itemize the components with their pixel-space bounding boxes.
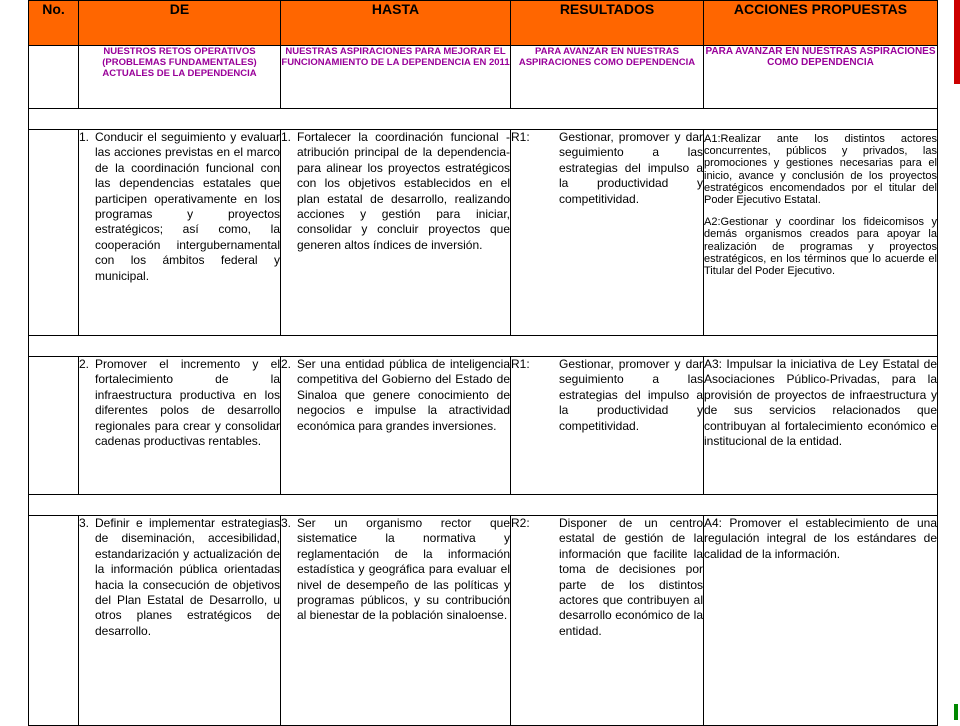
table-row xyxy=(29,357,938,495)
hasta-text: Ser un organismo rector que sistematice la normativa y reglamentación de la información estadística y geográfica para evaluar el nivel de desempeño de las políticas y programas públicos, y su contribución al bienestar de la población sinaloense. xyxy=(297,516,510,623)
row-number-cell xyxy=(29,516,79,726)
action-text: A3: Impulsar la iniciativa de Ley Estatal de Asociaciones Público-Privadas, para la provisión de proyectos de infraestructura y de sus servicios relacionados que contribuyan al fortalecimiento económico e institucional de la entidad. xyxy=(704,357,937,449)
subheader-row xyxy=(29,46,938,109)
separator-row xyxy=(29,495,938,516)
de-cell xyxy=(79,516,281,726)
separator-row xyxy=(29,109,938,130)
red-accent-bar xyxy=(954,0,960,84)
subheader-resultados: PARA AVANZAR EN NUESTRAS ASPIRACIONES COMO DEPENDENCIA xyxy=(511,46,704,109)
header-acciones: ACCIONES PROPUESTAS xyxy=(704,1,938,46)
header-row xyxy=(29,1,938,46)
de-cell xyxy=(79,130,281,336)
row-number-cell xyxy=(29,130,79,336)
subheader-de: NUESTROS RETOS OPERATIVOS (PROBLEMAS FUNDAMENTALES) ACTUALES DE LA DEPENDENCIA xyxy=(79,46,281,109)
acciones-cell xyxy=(704,357,938,495)
result-text: Gestionar, promover y dar seguimiento a las estrategias del impulso a la productividad y competitividad. xyxy=(559,130,703,206)
subheader-no-empty xyxy=(29,46,79,109)
item-number: 2. xyxy=(281,357,292,371)
de-text: Definir e implementar estrategias de diseminación, accesibilidad, estandarización y actualización de la información pública orientadas hacia la consecución de objetivos del Plan Estatal de Desarrollo, u otros planes estratégicos de desarrollo. xyxy=(95,516,280,638)
resultados-cell xyxy=(511,130,704,336)
strategic-plan-table xyxy=(28,0,938,726)
resultados-cell xyxy=(511,516,704,726)
hasta-text: Ser una entidad pública de inteligencia competitiva del Gobierno del Estado de Sinaloa que genere conocimiento de negocios e impulse la atractividad económica para grandes inversiones. xyxy=(297,357,510,433)
hasta-text: Fortalecer la coordinación funcional -atribución principal de la dependencia- para alinear los proyectos estratégicos con los objetivos establecidos en el plan estatal de desarrollo, realizando acciones y gestión para iniciar, consolidar y concluir proyectos que generen altos índices de inversión. xyxy=(297,130,510,252)
result-label: R2: xyxy=(511,516,530,530)
resultados-cell xyxy=(511,357,704,495)
de-text: Promover el incremento y el fortalecimiento de la infraestructura productiva en los diferentes polos de desarrollo regionales para crear y consolidar cadenas productivas rentables. xyxy=(95,357,280,449)
header-de: DE xyxy=(79,1,281,46)
green-accent-bar xyxy=(954,704,958,720)
action-text: A4: Promover el establecimiento de una regulación integral de los estándares de calidad de la información. xyxy=(704,516,937,561)
header-resultados: RESULTADOS xyxy=(511,1,704,46)
header-hasta: HASTA xyxy=(281,1,511,46)
table-row xyxy=(29,516,938,726)
item-number: 1. xyxy=(281,130,292,144)
action-text: A2:Gestionar y coordinar los fideicomisos y demás organismos creados para apoyar la realización de programas y proyectos estratégicos, en los términos que lo acuerde el Titular del Poder Ejecutivo. xyxy=(704,216,937,278)
item-number: 2. xyxy=(79,357,90,371)
result-text: Gestionar, promover y dar seguimiento a las estrategias del impulso a la productividad y competitividad. xyxy=(559,357,703,433)
item-number: 1. xyxy=(79,130,90,144)
item-number: 3. xyxy=(79,516,90,530)
subheader-acciones: PARA AVANZAR EN NUESTRAS ASPIRACIONES COMO DEPENDENCIA xyxy=(704,46,938,109)
subheader-hasta: NUESTRAS ASPIRACIONES PARA MEJORAR EL FUNCIONAMIENTO DE LA DEPENDENCIA EN 2011 xyxy=(281,46,511,109)
table-row xyxy=(29,130,938,336)
de-cell xyxy=(79,357,281,495)
header-no: No. xyxy=(29,1,79,46)
acciones-cell xyxy=(704,130,938,336)
separator-row xyxy=(29,336,938,357)
item-number: 3. xyxy=(281,516,292,530)
result-text: Disponer de un centro estatal de gestión de la información que facilite la toma de decisiones por parte de los distintos actores que contribuyen al desarrollo económico de la entidad. xyxy=(559,516,703,638)
hasta-cell xyxy=(281,516,511,726)
acciones-cell xyxy=(704,516,938,726)
result-label: R1: xyxy=(511,130,530,144)
result-label: R1: xyxy=(511,357,530,371)
hasta-cell xyxy=(281,130,511,336)
action-text: A1:Realizar ante los distintos actores concurrentes, públicos y privados, las promociones y gestiones necesarias para el inicio, avance y conclusión de los proyectos estratégicos encomendados por el titular del Poder Ejecutivo Estatal. xyxy=(704,133,937,207)
row-number-cell xyxy=(29,357,79,495)
hasta-cell xyxy=(281,357,511,495)
de-text: Conducir el seguimiento y evaluar las acciones previstas en el marco de la coordinación funcional con las dependencias estatales que participen operativamente en los programas y proyectos estratégicos; así como, la cooperación intergubernamental con los ámbitos federal y municipal. xyxy=(95,130,280,283)
